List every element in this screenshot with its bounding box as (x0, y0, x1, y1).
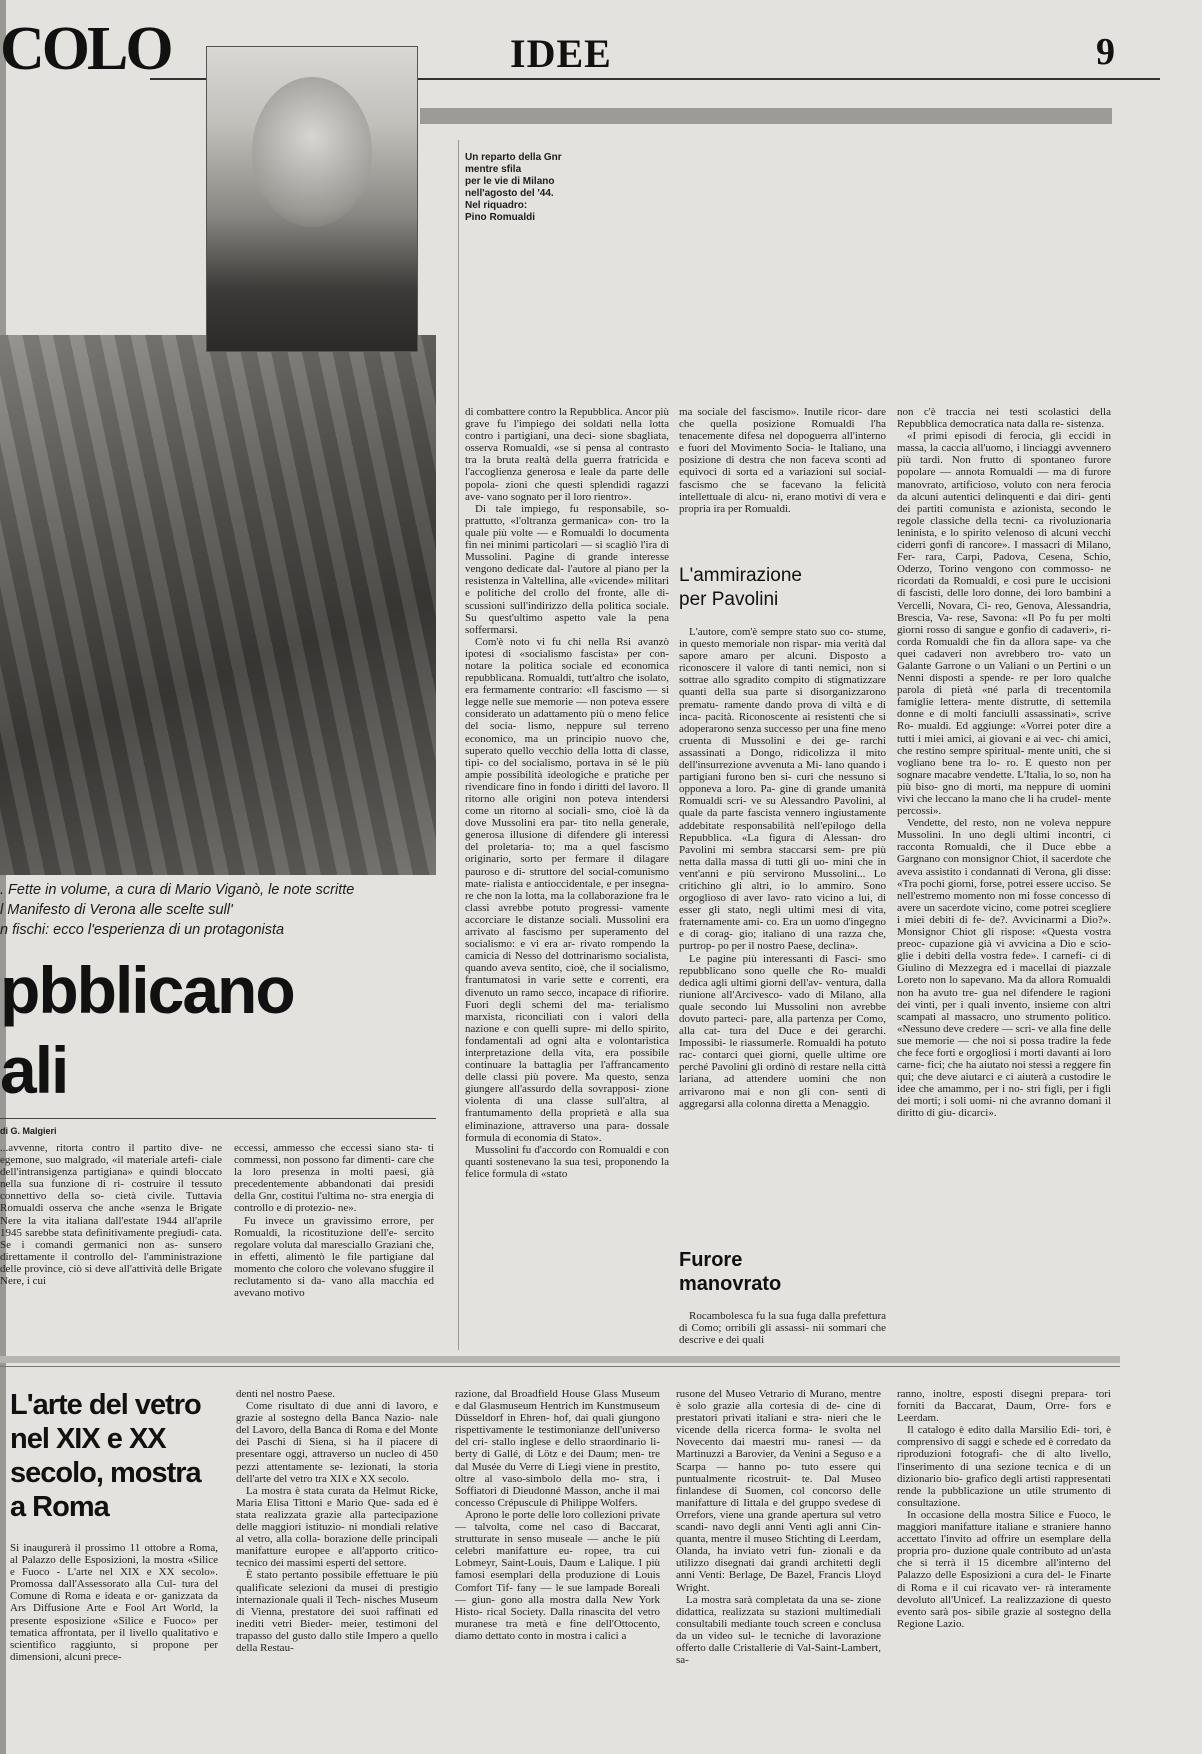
vetro-column-4 (676, 1388, 881, 1742)
byline-rule (0, 1118, 436, 1119)
paragraph: rusone del Museo Vetrario di Murano, mentre è solo grazie alla cortesia di de- cine di prestatori privati italiani e stra- nieri che le vicende della ricerca forma- le svolta nel Novecento dai maestri mu- ranesi — da Martinuzzi a Barovier, da Venini a Seguso e a Scarpa — hanno po- tuto essere qui puntualmente ricostruit- te. Dal Museo finlandese di Suomen, col concorso delle manifatture di Iittala e del gruppo svedese di Orrefors, viene una grande apertura sul vetro scandi- navo degli anni Venti agli anni Cin- quanta, mentre il museo Stichting di Leerdam, Olanda, ha inviato vetri fun- zionali e da utilizzo disegnati dai grandi architetti degli anni Venti: Berlage, De Bazel, Francis Lloyd Wright. (676, 1388, 881, 1594)
article-headline (0, 950, 430, 1110)
paragraph: Mussolini fu d'accordo con Romualdi e con quanti sostenevano la sua tesi, proponendo la felice formula di «stato (465, 1143, 669, 1180)
article-column-b-part2 (679, 626, 886, 1234)
paragraph: La mostra è stata curata da Helmut Ricke, Maria Elisa Tittoni e Mario Que- sada ed è stata realizzata grazie alla partecipazione delle maggiori istituzio- ni mondiali relative al vetro, alla colla- borazione delle principali manifatture europee e all'apporto critico-tecnico dei massimi esperti del settore. (236, 1484, 438, 1570)
paragraph: eccessi, ammesso che eccessi siano sta- ti commessi, non possono far dimenti- care che la loro presenza in molti paesi, già precedentemente abbandonati dai presidi della Gnr, costituì l'ultima no- stra energia di controllo e di protezio- ne». (234, 1142, 434, 1215)
article-column-a (465, 406, 669, 1348)
paragraph: Il catalogo è edito dalla Marsilio Edi- tori, è comprensivo di saggi e schede ed è corredato da riproduzioni fotografi- che di alto livello, l'inserimento di una sezione tecnica e di un dizionario bio- grafico degli artisti rappresentati rende la pubblicazione un utile strumento di consultazione. (897, 1424, 1111, 1509)
photo-caption (465, 152, 605, 224)
paragraph: di combattere contro la Repubblica. Ancor più grave fu l'impiego dei soldati nella lotta contro i partigiani, una deci- sione sbagliata, osserva Romualdi, «se si pensa al contrasto tra la bruta realtà della guerra fratricida e l'accoglienza generosa e leale da parte delle popola- zioni che questi splendidi ragazzi ave- vano sognato per il loro rientro». (465, 406, 669, 503)
headline-line: ali (0, 1033, 68, 1107)
caption-line: Nel riquadro: (465, 200, 528, 211)
subhead-line: l Manifesto di Verona alle scelte sull' (0, 902, 233, 918)
vetro-column-3 (455, 1388, 660, 1742)
paragraph: ...avvenne, ritorta contro il partito dive- ne egemone, suo malgrado, «il materiale artefi- ciale dell'intransigenza partigiana» e quindi bloccato nella sua funzione di ri- costruire il tessuto connettivo della so- cietà civile. Tuttavia Romualdi osserva che anche «senza le Brigate Nere la vita italiana dall'estate 1944 all'aprile 1945 sarebbe stata definitivamente pregiudi- cata. Se i comandi germanici non as- sunsero direttamente il controllo del- l'amministrazione delle province, ciò si deve all'attività delle Brigate Nere, i cui (0, 1142, 222, 1288)
paragraph: In occasione della mostra Silice e Fuoco, le maggiori manifatture italiane e straniere hanno accettato l'invito ad offrire un esemplare della propria pro- duzione quale contributo ad un'asta che si terrà il 15 dicembre all'interno del Palazzo delle Esposizioni a cura del- le Finarte di Roma e il cui ricavato ver- rà interamente devoluto all'Unicef. La realizzazione di questo evento sarà pos- sibile grazie al sostegno della Regione Lazio. (897, 1508, 1111, 1630)
masthead: COLO (0, 15, 171, 83)
photo-portrait-romualdi (206, 46, 418, 352)
crosshead-line: L'ammirazione (679, 565, 802, 586)
byline: di G. Malgieri (0, 1126, 57, 1136)
page-spine (0, 0, 6, 1754)
paragraph: L'autore, com'è sempre stato suo co- stume, in questo memoriale non rispar- mia verità dal sapore amaro per alcuni. Disposto a riconoscere il valore di tanti nemici, non si sottrae allo sgradito compito di stigmatizzare quanti della sua parte si disorganizzarono prematu- ramente dando prova di viltà e di inca- pacità. Riconoscente ai resistenti che si adoperarono senza successo per una fine meno cruenta di Mussolini e dei ge- rarchi assassinati a Dongo, ridicolizza il mito dell'insurrezione avvenuta a Mi- lano quando i partigiani furono ben si- curi che nessuno si opponeva a loro. Pa- gine di grande umanità Romualdi scri- ve su Alessandro Pavolini, al quale da parte fascista vennero ingiustamente addebitate responsabilità nell'epilogo della Repubblica. «La figura di Alessan- dro Pavolini mi sembra staccarsi sem- pre più netta dalla massa di tutti gli uo- mini che in vent'anni e più servirono Mussolini... Lo critichino gli altri, io lo ammiro. Sono orgoglioso di aver lavo- rato vicino a lui, di esser gli stato, negli ultimi mesi di vita, fraternamente ami- co. Era un uomo d'ingegno e di corag- gio; italiano di una razza che, purtrop- po per il nostro Paese, declina». (679, 626, 886, 953)
paragraph: non c'è traccia nei testi scolastici della Repubblica democratica nata dalla re- sistenza. (897, 406, 1111, 431)
bottom-band (0, 1356, 1120, 1363)
paragraph: «I primi episodi di ferocia, gli eccidi in massa, la caccia all'uomo, i linciaggi avvennero più tardi. Non frutto di spontaneo furore popolare — annota Romualdi — ma di furore manovrato, artificioso, voluto con nera ferocia da alcuni autentici delinquenti e dai diri- genti dei partiti comunista e azionista, secondo le regole classiche della tecni- ca rivoluzionaria leninista, e lo spirito velenoso di alcuni vecchi ciderri gonfi di rancore». I massacri di Milano, Fer- rara, Carpi, Padova, Cesena, Schio, Oderzo, Torino vengono con commosso- ne ricordati da Romualdi, e così pure le uccisioni di fascisti, delle loro donne, dei loro bambini a Vercelli, Novara, Ci- reo, Genova, Alessandria, Brescia, Va- rese, Savona: «Il Po fu per molti giorni rosso di sangue e gonfio di cadaveri», ri- corda Romualdi che fin da allora sape- va che quei cadaveri non avrebbero tro- vato un Galante Garrone o un Valiani o un Pertini o un Nenni disposti a spende- re per loro qualche parola di pietà «né parla di trecentomila famiglie lettera- mente distrutte, di settemila donne e di molti fanciulli assassinati», scrive Ro- mualdi. Ed aggiunge: «Vorrei poter dire a tutti i miei amici, ai giovani e ai vec- chi amici, che restino sempre spiritual- mente uniti, che si vogliano bene tra lo- ro. E questo non per sognare macabre vendette. L'Italia, lo so, non ha più biso- gno di morti, ma neppure di uomini vivi che leccano la mano che li ha crudel- mente percossi». (897, 430, 1111, 818)
vetro-headline-line: L'arte del vetro (10, 1389, 201, 1421)
paragraph: Si inaugurerà il prossimo 11 ottobre a Roma, al Palazzo delle Esposizioni, la mostra «Silice e Fuoco - L'arte nel XIX e XX secolo». Promossa dall'Assessorato alla Cul- tura del Comune di Roma e ideata e or- ganizzata da Ars Diffusione Arte e Fool Art World, la presente esposizione «Silice e Fuoco» per tematica affrontata, per il livello qualitativo e scientifico raggiunto, si propone per dimensioni, alcuni prece- (10, 1542, 218, 1663)
caption-line: Pino Romualdi (465, 212, 535, 223)
article-column-b-part3 (679, 1310, 886, 1352)
vetro-headline-line: secolo, mostra (10, 1457, 201, 1489)
caption-line: Un reparto della Gnr (465, 152, 562, 163)
paragraph: Rocambolesca fu la sua fuga dalla prefettura di Como; orribili gli assassi- nii sommari che descrive e dei quali (679, 1310, 886, 1347)
crosshead-ammirazione (679, 564, 886, 612)
vetro-headline (10, 1388, 225, 1524)
article-column-c (897, 406, 1111, 1350)
paragraph: denti nel nostro Paese. (236, 1388, 335, 1400)
section-title: IDEE (510, 31, 612, 76)
vetro-column-2 (236, 1388, 438, 1742)
headline-line: pbblicano (0, 953, 294, 1027)
paragraph: Vendette, del resto, non ne voleva neppure Mussolini. In uno degli ultimi incontri, ci racconta Romualdi, che il Duce ebbe a Gargnano con monsignor Chiot, il sacerdote che aveva assistito i condannati di Verona, gli disse: «Tra pochi giorni, forse, potrei essere ucciso. Se nell'estremo momento non mi fosse concesso di avere un sacerdote vicino, come potrei scegliere i miei debiti di fe- de?. Avvicinarmi a Dio?». Monsignor Chiot gli rispose: «Questa vostra preoc- cupazione già vi avvicina a Dio e scio- glie i debiti della vostra fede». I carnefi- ci di Giulino di Mezzegra ed i macellai di piazzale Loreto non lo sapevano. Ma da allora Romualdi non ha avuto tre- gua nel difendere le ragioni dei vinti, per i quali invento, insieme con altri scampati al massacro, uno strumento politico. «Nessuno deve credere — scri- ve alla fine delle sue memorie — che noi si possa tradire la fede che fece forti e orgogliosi i morti davanti ai loro carne- fici; che ha aiutato noi stessi a reggere fin qui; che deve aiutarci e ci aiuterà a custodire le idee che amammo, per i no- stri figli, per i figli dei morti; i soli uomi- ni che avranno domani il diritto di giu- dicarci». (897, 817, 1111, 1120)
crosshead-line: per Pavolini (679, 589, 779, 610)
bottom-rule (0, 1366, 1120, 1367)
paragraph: Fu invece un gravissimo errore, per Romualdi, la ricostituzione dell'e- sercito regolare voluta dal maresciallo Graziani che, in effetti, alimentò le file partigiane dal momento che coloro che volevano sfuggire il reclutamento si da- vano alla macchia ed avevano motivo (234, 1214, 434, 1300)
paragraph: razione, dal Broadfield House Glass Museum e dal Glasmuseum Hentrich im Kunstmuseum Düsseldorf in Ehren- hof, dai quali giungono rispettivamente le testimonianze dell'universo del cri- stallo inglese e dello straordinario li- berty di Gallé, di Lötz e dei Daum; men- tre dal Musée du Verre di Liegi viene in prestito, oltre al vaso-simbolo della mo- stra, i Soffiatori di Dieudonné Masson, anche il mai concesso Crépuscule di Philippe Wolfers. (455, 1388, 660, 1509)
vetro-headline-line: a Roma (10, 1491, 109, 1523)
column-divider (458, 140, 459, 1350)
paragraph: Di tale impiego, fu responsabile, so- prattutto, «l'oltranza germanica» con- tro la quale più volte — e Romualdi lo documenta fin nei minimi particolari — si scagliò l'ira di Mussolini. Pagine di grande interesse vengono dedicate dal- l'autore al piano per la resistenza in Valtellina, alle «vicende» militari e politiche del crollo del fronte, alle di- scussioni sull'indirizzo della politica sociale. Su quest'ultimo aspetto vale la pena soffermarsi. (465, 502, 669, 636)
paragraph: Le pagine più interessanti di Fasci- smo repubblicano sono quelle che Ro- mualdi dedica agli ultimi giorni dell'av- ventura, dalla riunione all'Arcivesco- vado di Milano, alla quale secondo lui Mussolini non avrebbe dovuto parteci- pare, alla partenza per Como, alla cat- tura del Duce e dei gerarchi. Impossibi- le riassumerle. Romualdi ha potuto rac- contarci quei giorni, quelle ultime ore perché Pavolini gli ordinò di restare nella città lariana, ad attendere uomini che non arrivarono mai e non gli con- sentì di aggregarsi alla colonna diretta a Menaggio. (679, 952, 886, 1110)
subhead-line: . Fette in volume, a cura di Mario Viganò, le note scritte (0, 882, 355, 898)
caption-line: per le vie di Milano (465, 176, 555, 187)
crosshead-line: manovrato (679, 1273, 782, 1295)
page-number: 9 (1096, 31, 1115, 73)
vetro-headline-line: nel XIX e XX (10, 1423, 166, 1455)
caption-line: mentre sfila (465, 164, 522, 175)
photo-marching-soldiers (0, 335, 436, 875)
vetro-column-1 (10, 1542, 218, 1742)
paragraph: Aprono le porte delle loro collezioni private — talvolta, come nel caso di Baccarat, strutturate in senso museale — anche le più celebri manifatture eu- ropee, tra cui Lobmeyr, Saint-Louis, Daum e Lalique. I più famosi esemplari della produzione di Louis Comfort Tif- fany — le sue lampade Boreali — giun- gono alla mostra dalla New York Histo- rical Society. Dalla rinascita del vetro muranese tra metà e fine dell'Ottocento, diamo dettato conto in mostra i calici a (455, 1508, 660, 1642)
vetro-column-5 (897, 1388, 1111, 1742)
paragraph: È stato pertanto possibile effettuare le più qualificate selezioni da musei di prestigio internazionale quali il Tech- nisches Museum di Vienna, prestatore dei suoi raffinati ed inediti vetri Bieder- meier, testimoni del trapasso del gusto dallo stile Impero a quello della Restau- (236, 1569, 438, 1654)
paragraph: Come risultato di due anni di lavoro, e grazie al sostegno della Banca Nazio- nale del Lavoro, della Banca di Roma e del Monte dei Paschi di Siena, si ha il piacere di presentare oggi, attraverso un nucleo di 450 pezzi attentamente se- lezionati, la storia dell'arte del vetro tra XIX e XX secolo. (236, 1400, 438, 1485)
article-column-left-1 (0, 1142, 222, 1354)
paragraph: La mostra sarà completata da una se- zione didattica, realizzata su stazioni multimediali consultabili mediante touch screen e conclusa da un video sul- le tecniche di lavorazione offerto dalle Cristallerie di Val-Saint-Lambert, sa- (676, 1593, 881, 1667)
paragraph: Com'è noto vi fu chi nella Rsi avanzò ipotesi di «socialismo fascista» per con- notare la politica sociale ed economica repubblicana. Romualdi, tutt'altro che isolato, era fermamente contrario: «Il fascismo — si legge nelle sue memorie — non poteva essere considerato un adattamento più o meno felice del socia- lismo, neppure sul terreno economico, ma un principio nuovo che, superato quello vecchio della lotta di classe, tipi- co del socialismo, portava in sé le più ampie possibilità ideologiche e pratiche per rivendicare fino in fondo i diritti del lavoro. Il ritorno alle origini non poteva intendersi come un ritorno al sociali- smo, cioè là da dove Mussolini era par- tito nella generale, generosa illusione di difendere gli interessi del proletaria- to; ma a quel fascismo originario, sorto per fermare il dilagare pauroso e di- struttore del social-comunismo mate- rialista e antioccidentale, e per insegna- re che non la lotta, ma la collaborazione fra le classi avrebbe potuto progressi- vamente accorciare le distanze sociali. Mussolini era arrivato al fascismo per superamento del socialismo: e vi era ar- rivato rompendo la camicia di Nesso del dottrinarismo socialista, quando aveva sentito, cioè, che il socialismo, frantumatosi in varie sette e correnti, era divenuto un ramo secco, incapace di rifiorire. Fuori degli schemi del ma- terialismo marxista, riconciliati con i valori della nazione e con quelli supre- mi dello spirito, fondamentali ad ogni alta e volontaristica interpretazione della vita, era possibile continuare la battaglia per l'affrancamento delle classi più povere. Ma questo, senza giungere all'assurdo della sovrapposi- zione violenta di una classe sull'altra, al frantumamento della proprietà e alla sua eliminazione, attraverso una para- dossale formula di economia di Stato». (465, 635, 669, 1144)
caption-line: nell'agosto del '44. (465, 188, 554, 199)
subhead-line: n fischi: ecco l'esperienza di un protagonista (0, 922, 285, 938)
paragraph: ma sociale del fascismo». Inutile ricor- dare che quella posizione Romualdi l'ha tenacemente difesa nel dopoguerra all'interno e fuori del Movimento Socia- le Italiano, una posizione di destra che non faceva sconti ad equivoci di sorta ed a variazioni sul social-fascismo che se facevano la felicità intellettuale di alcu- ni, erano motivi di vera e propria ira per Romualdi. (679, 406, 886, 515)
article-column-b-part1 (679, 406, 886, 528)
gray-band (420, 108, 1112, 124)
article-subhead (0, 880, 436, 940)
paragraph: ranno, inoltre, esposti disegni prepara- tori forniti da Baccarat, Daum, Orre- fors e Leerdam. (897, 1388, 1111, 1425)
crosshead-line: Furore (679, 1249, 743, 1271)
crosshead-furore (679, 1248, 886, 1296)
article-column-left-2 (234, 1142, 434, 1354)
